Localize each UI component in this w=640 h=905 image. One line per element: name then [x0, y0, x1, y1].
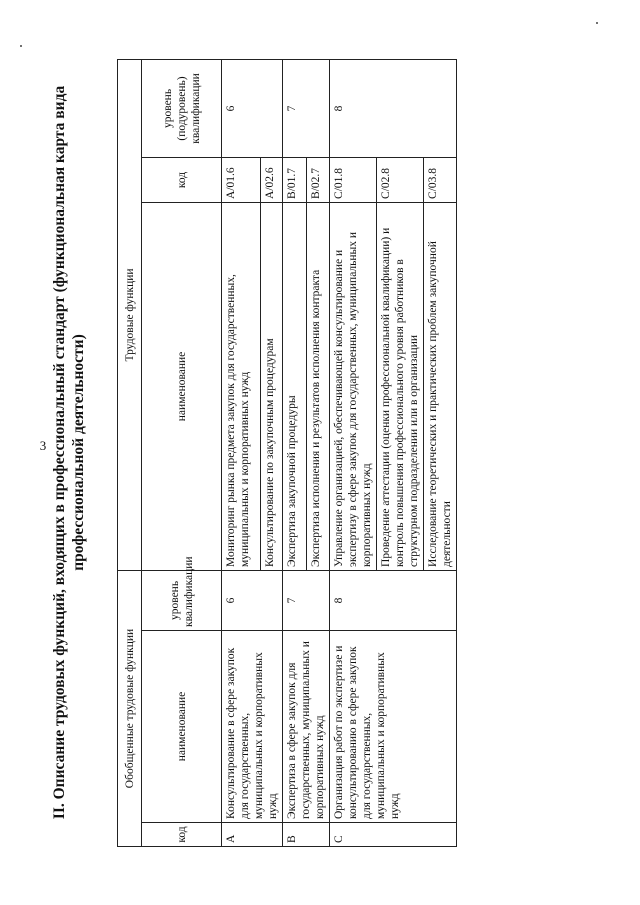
function-code: B/02.7 — [306, 157, 330, 202]
group-level: 8 — [330, 570, 457, 630]
table-row — [222, 59, 261, 846]
function-code: A/02.6 — [260, 157, 282, 202]
group-level: 6 — [222, 570, 283, 630]
header-function-name: наименование — [142, 202, 222, 570]
section-title — [50, 40, 88, 865]
function-sublevel: 6 — [222, 59, 283, 157]
section-title-line-2: профессиональной деятельности) — [70, 334, 87, 571]
header-labor-functions: Трудовые функции — [118, 59, 142, 570]
section-title-line-1: II. Описание трудовых функций, входящих в профессиональный стандарт (функциональная карта вида — [51, 85, 68, 820]
table-row — [283, 59, 307, 846]
function-name: Проведение аттестации (оценки профессиональной квалификации) и контроль повышения профессионального уровня работников в структурном подразделении или в организации — [377, 202, 424, 570]
function-sublevel: 8 — [330, 59, 457, 157]
function-code: C/02.8 — [377, 157, 424, 202]
function-name: Консультирование по закупочным процедурам — [260, 202, 282, 570]
function-name: Управление организацией, обеспечивающей консультирование и экспертизу в сфере закупок для государственных, муниципальных и корпоративных нужд — [330, 202, 377, 570]
table-row — [330, 59, 377, 846]
group-name: Организация работ по экспертизе и консультированию в сфере закупок для государственных, муниципальных и корпоративных нужд — [330, 631, 457, 823]
page-number: 3 — [39, 438, 47, 453]
group-level: 7 — [283, 570, 330, 630]
header-code: код — [142, 823, 222, 847]
group-code: B — [283, 823, 330, 847]
function-code: B/01.7 — [283, 157, 307, 202]
function-name: Мониторинг рынка предмета закупок для государственных, муниципальных и корпоративных нужд — [222, 202, 261, 570]
functional-map-table — [117, 59, 457, 847]
group-name: Экспертиза в сфере закупок для государственных, муниципальных и корпоративных нужд — [283, 631, 330, 823]
header-function-code: код — [142, 157, 222, 202]
function-code: A/01.6 — [222, 157, 261, 202]
header-name: наименование — [142, 631, 222, 823]
function-sublevel: 7 — [283, 59, 330, 157]
group-name: Консультирование в сфере закупок для государственных, муниципальных и корпоративных нужд — [222, 631, 283, 823]
group-code: A — [222, 823, 283, 847]
function-code: C/03.8 — [424, 157, 457, 202]
function-name: Экспертиза закупочной процедуры — [283, 202, 307, 570]
function-name: Экспертиза исполнения и результатов исполнения контракта — [306, 202, 330, 570]
header-generalized-functions: Обобщенные трудовые функции — [118, 570, 142, 846]
group-code: C — [330, 823, 457, 847]
header-sublevel: уровень (подуровень) квалификации — [142, 59, 222, 157]
function-name: Исследование теоретических и практических проблем закупочной деятельности — [424, 202, 457, 570]
header-level: уровень квалификации — [142, 570, 222, 630]
function-code: C/01.8 — [330, 157, 377, 202]
